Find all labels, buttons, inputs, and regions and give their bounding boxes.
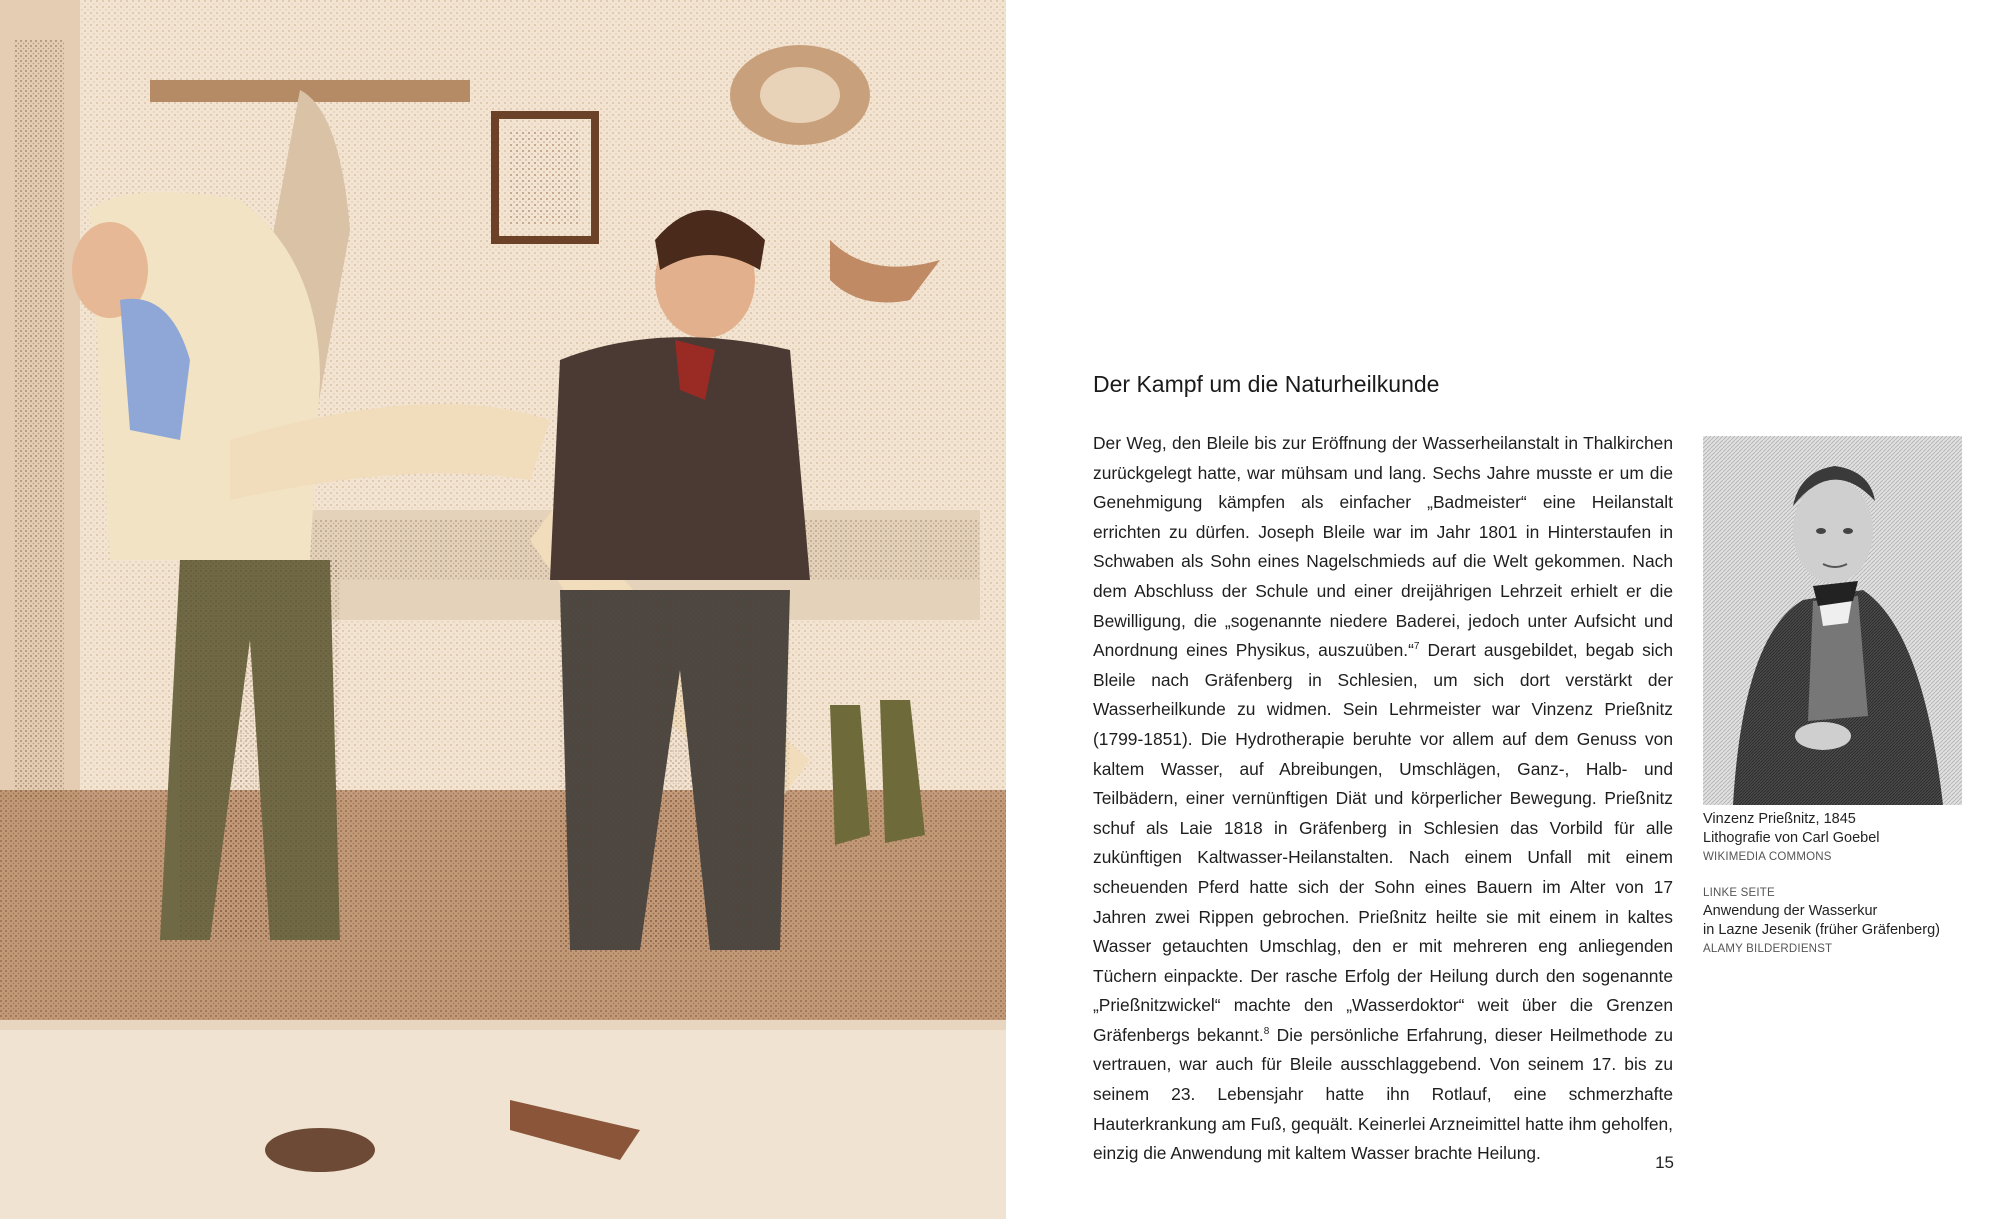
page-number: 15 — [1655, 1153, 1674, 1172]
left-page-caption-credit: ALAMY BILDERDIENST — [1703, 943, 1833, 955]
portrait-caption-credit: WIKIMEDIA COMMONS — [1703, 851, 1832, 863]
portrait-caption-title: Vinzenz Prießnitz, 1845 — [1703, 811, 1856, 827]
left-page-caption-label: LINKE SEITE — [1703, 887, 1775, 899]
body-text-part-2: Derart ausgebildet, begab sich Bleile nach Gräfenberg in Schlesien, um sich dort verstärkt der Wasserheilkunde zu widmen. Sein Lehrmeister war Vinzenz Prießnitz (1799-1851). Die Hydrotherapie beruhte vor allem auf dem Genuss von kaltem Wasser, auf Abreibungen, Umschlägen, Ganz-, Halb- und Teilbädern, einer vernünftigen Diät und körperlicher Bewegung. Prießnitz schuf als Laie 1818 in Gräfenberg in Schlesien das Vorbild für alle zukünftigen Kaltwasser-Heilanstalten. Nach einem Unfall mit einem scheuenden Pferd hatte sich der Sohn eines Bauern im Alter von 17 Jahren zwei Rippen gebrochen. Prießnitz heilte sie mit einem in kaltes Wasser getauchten Umschlag, den er mit mehreren eng anliegenden Tüchern einpackte. Der rasche Erfolg der Heilung durch den sogenannte „Prießnitzwickel“ machte den „Wasserdoktor“ weit über die Grenzen Gräfenbergs bekannt. — [1093, 640, 1673, 1045]
left-page-caption-subtitle: in Lazne Jesenik (früher Gräfenberg) — [1703, 922, 1940, 938]
footnote-marker-7: 7 — [1413, 641, 1420, 653]
priessnitz-portrait — [1703, 436, 1962, 805]
body-text-part-1: Der Weg, den Bleile bis zur Eröffnung der Wasserheilanstalt in Thalkirchen zurückgelegt hatte, war mühsam und lang. Sechs Jahre musste er um die Genehmigung kämpfen als einfacher „Badmeister“ eine Heilanstalt errichten zu dürfen. Joseph Bleile war im Jahr 1801 in Hinterstaufen in Schwaben als Sohn eines Nagelschmieds auf die Welt gekommen. Nach dem Abschluss der Schule und einer dreijährigen Lehrzeit erhielt er die Bewilligung, die „sogenannte niedere Baderei, jedoch unter Aufsicht und Anordnung eines Physikus, auszuüben.“ — [1093, 433, 1673, 661]
portrait-caption-subtitle: Lithografie von Carl Goebel — [1703, 830, 1880, 846]
body-text-part-3: Die persönliche Erfahrung, dieser Heilmethode zu vertrauen, war auch für Bleile ausschlaggebend. Von seinem 17. bis zu seinem 23. Lebensjahr hatte ihn Rotlauf, eine schmerzhafte Hauterkrankung am Fuß, gequält. Keinerlei Arzneimittel hatte ihm geholfen, einzig die Anwendung mit kaltem Wasser brachte Heilung. — [1093, 1024, 1673, 1164]
left-page-caption-title: Anwendung der Wasserkur — [1703, 903, 1878, 919]
section-heading: Der Kampf um die Naturheilkunde — [1093, 371, 1440, 397]
body-text — [1093, 429, 1673, 1169]
footnote-marker-8: 8 — [1263, 1026, 1270, 1038]
portrait-caption — [1703, 810, 1963, 866]
left-page-caption — [1703, 884, 1963, 958]
